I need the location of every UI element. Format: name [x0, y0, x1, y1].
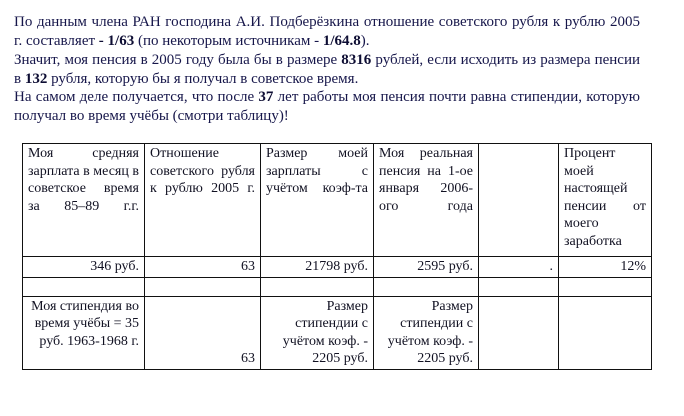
spacer-cell: [479, 277, 559, 296]
cell-real-pension: 2595 руб.: [374, 257, 479, 278]
table-spacer-row: [23, 277, 652, 296]
p2-text-a: Значит, моя пенсия в 2005 году была бы в размере: [14, 52, 338, 68]
header-empty: [479, 144, 559, 257]
p2-text-c: рубля, которую бы я получал в советское время.: [51, 70, 359, 87]
table-row: [23, 296, 652, 369]
p3-value: 37: [258, 89, 274, 105]
table-row: [23, 257, 652, 278]
p1-ratio2: 1/64.8: [322, 32, 361, 49]
header-percent: Процент моей настоящей пенсии от моего заработка: [559, 144, 652, 257]
intro-paragraph-1: [14, 13, 640, 50]
cell-dot: .: [479, 257, 559, 278]
spacer-cell: [145, 277, 261, 296]
cell-ratio: 63: [145, 257, 261, 278]
cell-salary: 346 руб.: [23, 257, 145, 278]
spacer-cell: [374, 277, 479, 296]
p3-text-a: На самом деле получается, что после: [14, 89, 255, 105]
spacer-cell: [559, 277, 652, 296]
header-real-pension: Моя реальная пенсия на 1-ое января 2006-ого года: [374, 144, 479, 257]
p2-value: 8316: [341, 52, 372, 68]
spacer-cell: [261, 277, 374, 296]
p1-ratio: - 1/63: [98, 32, 135, 49]
p1-mid: (по некоторым источникам -: [137, 32, 320, 49]
header-salary: Моя средняя зарплата в месяц в советское время за 85–89 г.г.: [23, 144, 145, 257]
cell-stipend-adjusted-2: Размер стипендии с учётом коэф. - 2205 руб.: [374, 296, 479, 369]
spacer-cell: [23, 277, 145, 296]
p1-end: ).: [360, 32, 370, 49]
cell-empty: [559, 296, 652, 369]
cell-stipend-adjusted: Размер стипендии с учётом коэф. - 2205 руб.: [261, 296, 374, 369]
table-header-row: [23, 144, 652, 257]
p2-value2: 132: [24, 70, 48, 87]
cell-stipend: Моя стипендия во время учёбы = 35 руб. 1963-1968 г.: [23, 296, 145, 369]
cell-stipend-ratio: 63: [145, 296, 261, 369]
p3-text-b: лет работы моя пенсия почти равна стипендии, которую получал во время учёбы (смотри таблицу)!: [14, 89, 640, 124]
cell-percent: 12%: [559, 257, 652, 278]
p2-text-b: рублей, если исходить из размера пенсии в: [14, 52, 641, 87]
intro-paragraph-2: [14, 51, 640, 88]
cell-empty: [479, 296, 559, 369]
pension-table: [22, 143, 652, 370]
intro-paragraph-3: [14, 88, 640, 125]
header-ratio: Отношение советского рубля к рублю 2005 г.: [145, 144, 261, 257]
header-adjusted-salary: Размер моей зарплаты с учётом коэф-та: [261, 144, 374, 257]
cell-adjusted-salary: 21798 руб.: [261, 257, 374, 278]
p1-text: По данным члена РАН господина А.И. Подберёзкина отношение советского рубля к рублю 2005 г. составляет: [14, 14, 640, 49]
